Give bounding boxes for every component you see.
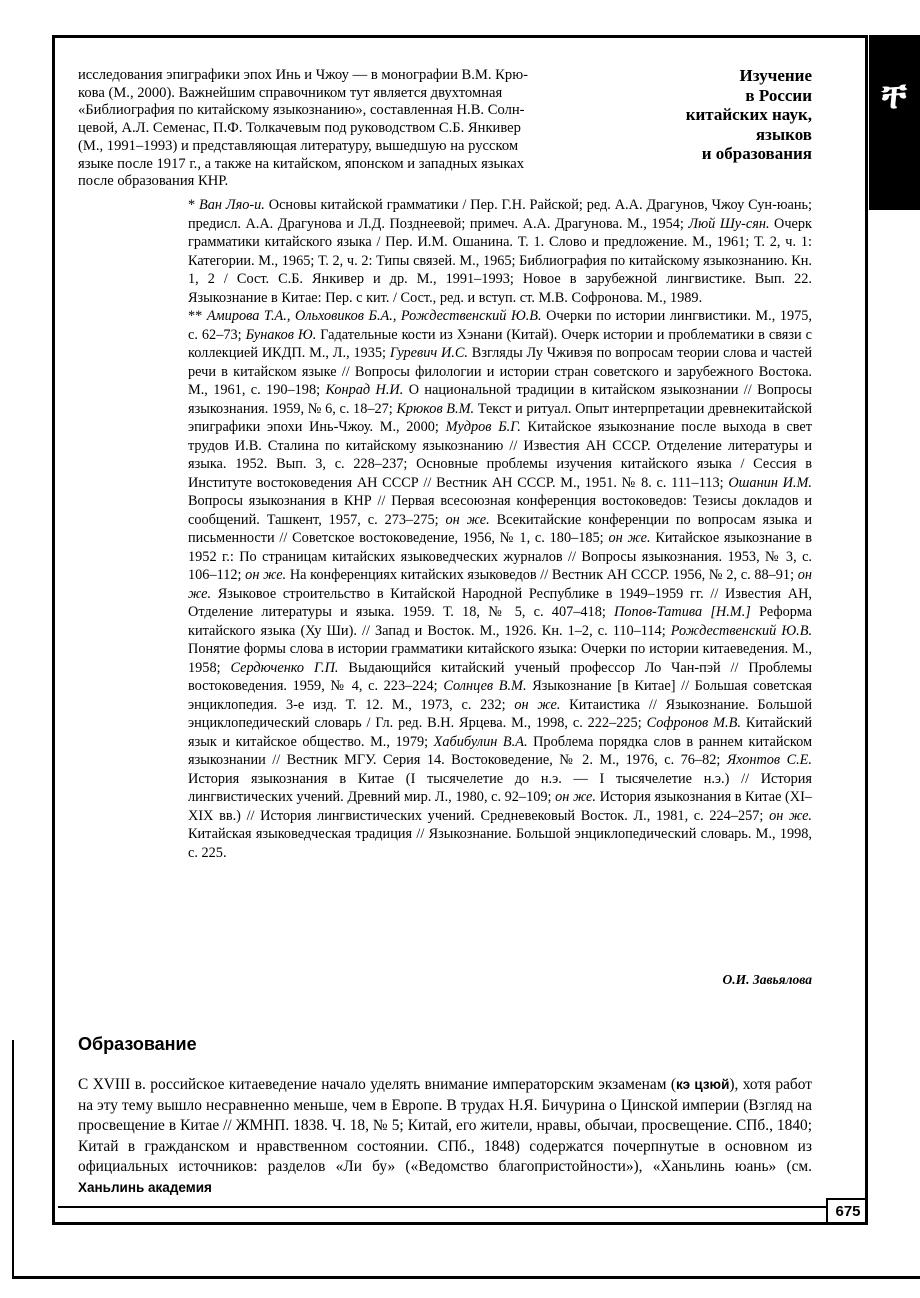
citation-text: Вопросы языкознания в КНР // Первая всесоюзная конференция востоковедов: Тезисы докладов и сообщений. Ташкент, 1957, с. 273–275; [188, 493, 812, 528]
author-name: он же. [608, 530, 651, 546]
citation-text: Реформа китайского языка (Ху Ши). // Запад и Восток. М., 1926. Кн. 1–2, с. 110–114; [188, 604, 813, 639]
section-paragraph [78, 1075, 812, 1198]
citation-text: История языкознания в Китае (I тысячелетие до н.э. — I тысячелетие н.э.) // История лингвистических учений. Древний мир. Л., 1980, с. 92–109; [188, 770, 812, 805]
author-name: Рождественский Ю.В. [670, 622, 813, 639]
citation-text: Всекитайские конференции по вопросам языка и письменности // Советское востоковедение, 1956, № 1, с. 180–185; [188, 511, 812, 546]
running-head [640, 66, 812, 164]
section-thumb-tab [869, 35, 920, 210]
citation-text: Выдающийся китайский ученый профессор Ло Чан-пэй // Проблемы востоковедения. 1959, № 4, с. 223–224; [188, 659, 812, 694]
citation-text: Языкознание [в Китае] // Большая советская энциклопедия. 3-е изд. Т. 12. М., 1973, с. 232; [188, 678, 812, 713]
intro-line: исследования эпиграфики эпох Инь и Чжоу — в монографии В.М. Крю- [78, 67, 528, 83]
footnote-1 [188, 196, 812, 307]
author-name: Сердюченко Г.П. [230, 659, 339, 676]
paragraph-text: ), хотя работ на эту тему вышло несравненно меньше, чем в Европе. В трудах Н.Я. Бичурина о Цинской империи (Взгляд на просвещение в Китае // ЖМНП. 1838. Ч. 18, № 5; Китай, его жители, нравы, обычаи, просвещение. СПб., 1840; Китай в гражданском и нравственном состоянии. СПб., 1848) содержатся почерпнутые в основном из официальных источников: разделов «Ли бу» («Ведомство благопристойности»), «Ханьлинь юань» (см. [78, 1076, 812, 1175]
author-signature: О.И. Завьялова [722, 972, 812, 987]
scan-bottom-line [12, 1276, 920, 1279]
page-number: 675 [826, 1198, 868, 1224]
author-name: он же. [769, 807, 812, 824]
author-name: он же. [245, 567, 287, 583]
section-heading: Образование [78, 1034, 197, 1054]
citation-text: На конференциях китайских языковедов // Вестник АН СССР. 1956, № 2, с. 88–91; [289, 567, 795, 583]
scan-margin-line [12, 1040, 14, 1278]
citation-text: Основы китайской грамматики / Пер. Г.Н. Райской; ред. А.А. Драгунов, Чжоу Сун-юань; предисл. А.А. Драгунова и Л.Д. Позднеевой; примеч. А.А. Драгунова. М., 1954; [188, 197, 813, 232]
author-name: Бунаков Ю. [245, 326, 317, 343]
citation-text: Китайское языкознание после выхода в свет трудов И.В. Сталина по китайскому языкознанию // Известия АН СССР. Отделение литературы и языка. 1952. Вып. 3, с. 228–237; Основные проблемы изучения китайского языка / Сессия в Институте востоковедения АН СССР // Вестник АН СССР. М., 1951. № 8. с. 111–113; [188, 419, 812, 491]
author-name: он же. [555, 789, 596, 805]
citation-text: Гадательные кости из Хэнани (Китай). Очерк истории и проблематики в связи с коллекцией ИКДП. М., Л., 1935; [188, 326, 813, 361]
running-head-line: Изучение [739, 66, 812, 85]
author-name: Ошанин И.М. [728, 474, 812, 491]
author-name: Хабибулин В.А. [433, 733, 528, 750]
citation-text: Очерки по истории лингвистики. М., 1975, с. 62–73; [188, 308, 812, 343]
footnotes [188, 196, 812, 862]
footnote-2 [188, 307, 812, 862]
running-head-line: китайских наук, [685, 105, 812, 124]
intro-line: (М., 1991–1993) и представляющая литературу, вышедшую на русском [78, 137, 519, 154]
author-name: Конрад Н.И. [325, 382, 404, 398]
citation-text: О национальной традиции в китайском языкознании // Вопросы языкознания. 1959, № 6, с. 18–27; [188, 382, 813, 417]
running-head-line: языков [755, 124, 812, 144]
intro-paragraph [78, 67, 634, 191]
author-name: он же. [188, 567, 812, 602]
citation-text: Проблема порядка слов в раннем китайском языкознании // Вестник МГУ. Серия 14. Востоковедение, № 2. М., 1976, с. 76–82; [188, 733, 812, 768]
author-name: Попов-Татива [Н.М.] [614, 604, 751, 620]
running-head-line: в России [745, 85, 812, 105]
author-name: Ван Ляо-и. [199, 197, 265, 213]
author-name: Крюков В.М. [396, 400, 475, 417]
citation-text: Китаистика // Языкознание. Большой энциклопедический словарь / Гл. ред. В.Н. Ярцева. М., 1998, с. 222–225; [188, 696, 812, 731]
bottom-rule [58, 1206, 828, 1208]
chinese-glyph-icon: ቸ [882, 76, 907, 117]
author-name: Амирова Т.А., Ольховиков Б.А., Рождественский Ю.В. [206, 308, 542, 324]
author-name: он же. [514, 696, 561, 713]
intro-line: «Библиография по китайскому языкознанию», составленная Н.В. Солн- [78, 102, 525, 119]
cross-reference: Ханьлинь академия [78, 1179, 212, 1195]
author-name: Яхонтов С.Е. [726, 752, 812, 768]
intro-line: цевой, А.Л. Семенас, П.Ф. Толкачевым под руководством С.Б. Янкивер [78, 120, 521, 137]
citation-text: Понятие формы слова в истории грамматики китайского языка: Очерки по истории китаеведения. М., 1958; [188, 641, 812, 676]
citation-text: Китайское языкознание в 1952 г.: По страницам китайских языковедческих журналов // Вопросы языкознания. 1953, № 3, с. 106–112; [188, 530, 812, 583]
author-name: Солнцев В.М. [443, 678, 527, 694]
citation-text: История языкознания в Китае (XI–XIX вв.) // История лингвистических учений. Средневековый Восток. Л., 1981, с. 224–257; [188, 789, 813, 824]
citation-text: Взгляды Лу Чживэя по вопросам теории слова и частей речи в китайском языке // Вопросы филологии и истории стран советского и зарубежного Востока. М., 1961, с. 190–198; [188, 345, 813, 398]
citation-text: Китайский язык и китайское общество. М., 1979; [188, 715, 813, 750]
citation-text: Китайская языковедческая традиция // Языкознание. Большой энциклопедический словарь. М., 1998, с. 225. [188, 826, 812, 861]
running-head-line: и образования [701, 144, 812, 163]
intro-line: кова (М., 2000). Важнейшим справочником тут является двухтомная [78, 84, 503, 101]
cross-reference: кэ цзюй [676, 1077, 730, 1092]
author-name: Мудров Б.Г. [445, 419, 521, 435]
author-name: Гуревич И.С. [389, 345, 468, 361]
author-name: Люй Шу-сян. [688, 215, 770, 232]
author-name: Софронов М.В. [646, 715, 741, 731]
footnote-marker: ** [188, 308, 203, 324]
citation-text: Языковое строительство в Китайской Народной Республике в 1949–1959 гг. // Известия АН, Отделение литературы и языка. 1959. Т. 18, № 5, с. 407–418; [188, 585, 812, 620]
citation-text: Очерк грамматики китайского языка / Пер. И.М. Ошанина. Т. 1. Слово и предложение. М., 1961; Т. 2, ч. 1: Категории. М., 1965; Т. 2, ч. 2: Типы связей. М., 1965; Библиография по китайскому языкознанию. Кн. 1, 2 / Сост. С.Б. Янкивер и др. М., 1991–1993; Новое в зарубежной лингвистике. Вып. 22. Языкознание в Китае: Пер. с кит. / Сост., ред. и вступ. ст. М.В. Софронова. М., 1989. [188, 215, 812, 306]
author-name: он же. [445, 511, 490, 528]
footnote-marker: * [188, 197, 196, 213]
intro-line: после образования КНР. [78, 173, 229, 190]
citation-text: Текст и ритуал. Опыт интерпретации древнекитайской эпиграфики эпохи Инь-Чжоу. М., 2000; [188, 400, 813, 435]
intro-line: языке после 1917 г., а также на китайском, японском и западных языках [78, 155, 524, 172]
paragraph-text: С XVIII в. российское китаеведение начало уделять внимание императорским экзаменам ( [78, 1076, 677, 1093]
